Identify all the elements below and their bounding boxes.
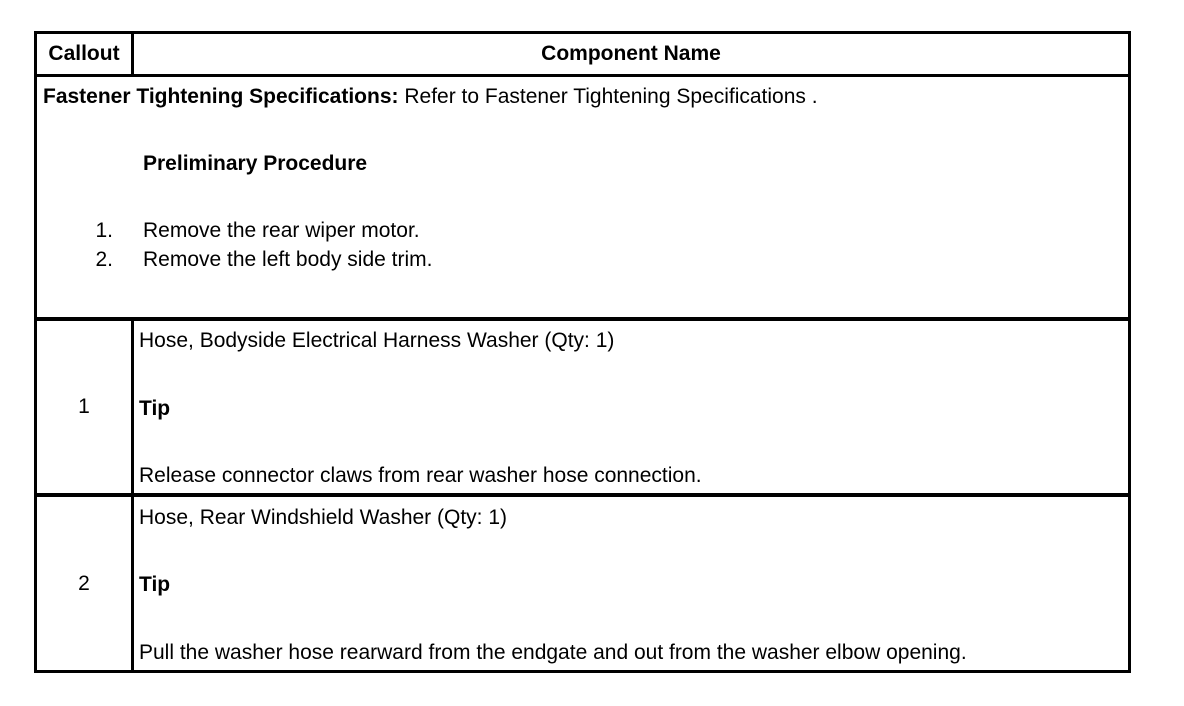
component-name: Hose, Rear Windshield Washer (Qty: 1) <box>139 506 508 529</box>
step-text: Remove the rear wiper motor. <box>143 219 420 242</box>
procedure-table <box>34 31 1131 673</box>
component-cell <box>134 321 1128 493</box>
component-name-column-header: Component Name <box>541 42 721 65</box>
fastener-spec-text: Refer to Fastener Tightening Specifications . <box>398 85 818 108</box>
callout-number: 1 <box>37 321 134 493</box>
tip-label: Tip <box>139 573 171 596</box>
preliminary-procedure-title: Preliminary Procedure <box>143 152 368 175</box>
specifications-section <box>37 77 1128 321</box>
table-row <box>37 321 1128 497</box>
table-header <box>37 34 1128 77</box>
component-name: Hose, Bodyside Electrical Harness Washer (Qty: 1) <box>139 329 615 352</box>
component-cell <box>134 497 1128 670</box>
step-text: Remove the left body side trim. <box>143 248 433 271</box>
tip-label: Tip <box>139 397 171 420</box>
tip-text: Release connector claws from rear washer hose connection. <box>139 464 702 487</box>
fastener-spec-line <box>43 85 818 109</box>
step-number: 2. <box>95 248 113 271</box>
table-row <box>37 497 1128 670</box>
step-number: 1. <box>95 219 113 242</box>
callout-number: 2 <box>37 497 134 670</box>
callout-column-header: Callout <box>37 34 134 74</box>
fastener-spec-label: Fastener Tightening Specifications: <box>43 85 399 108</box>
tip-text: Pull the washer hose rearward from the endgate and out from the washer elbow opening. <box>139 641 967 664</box>
